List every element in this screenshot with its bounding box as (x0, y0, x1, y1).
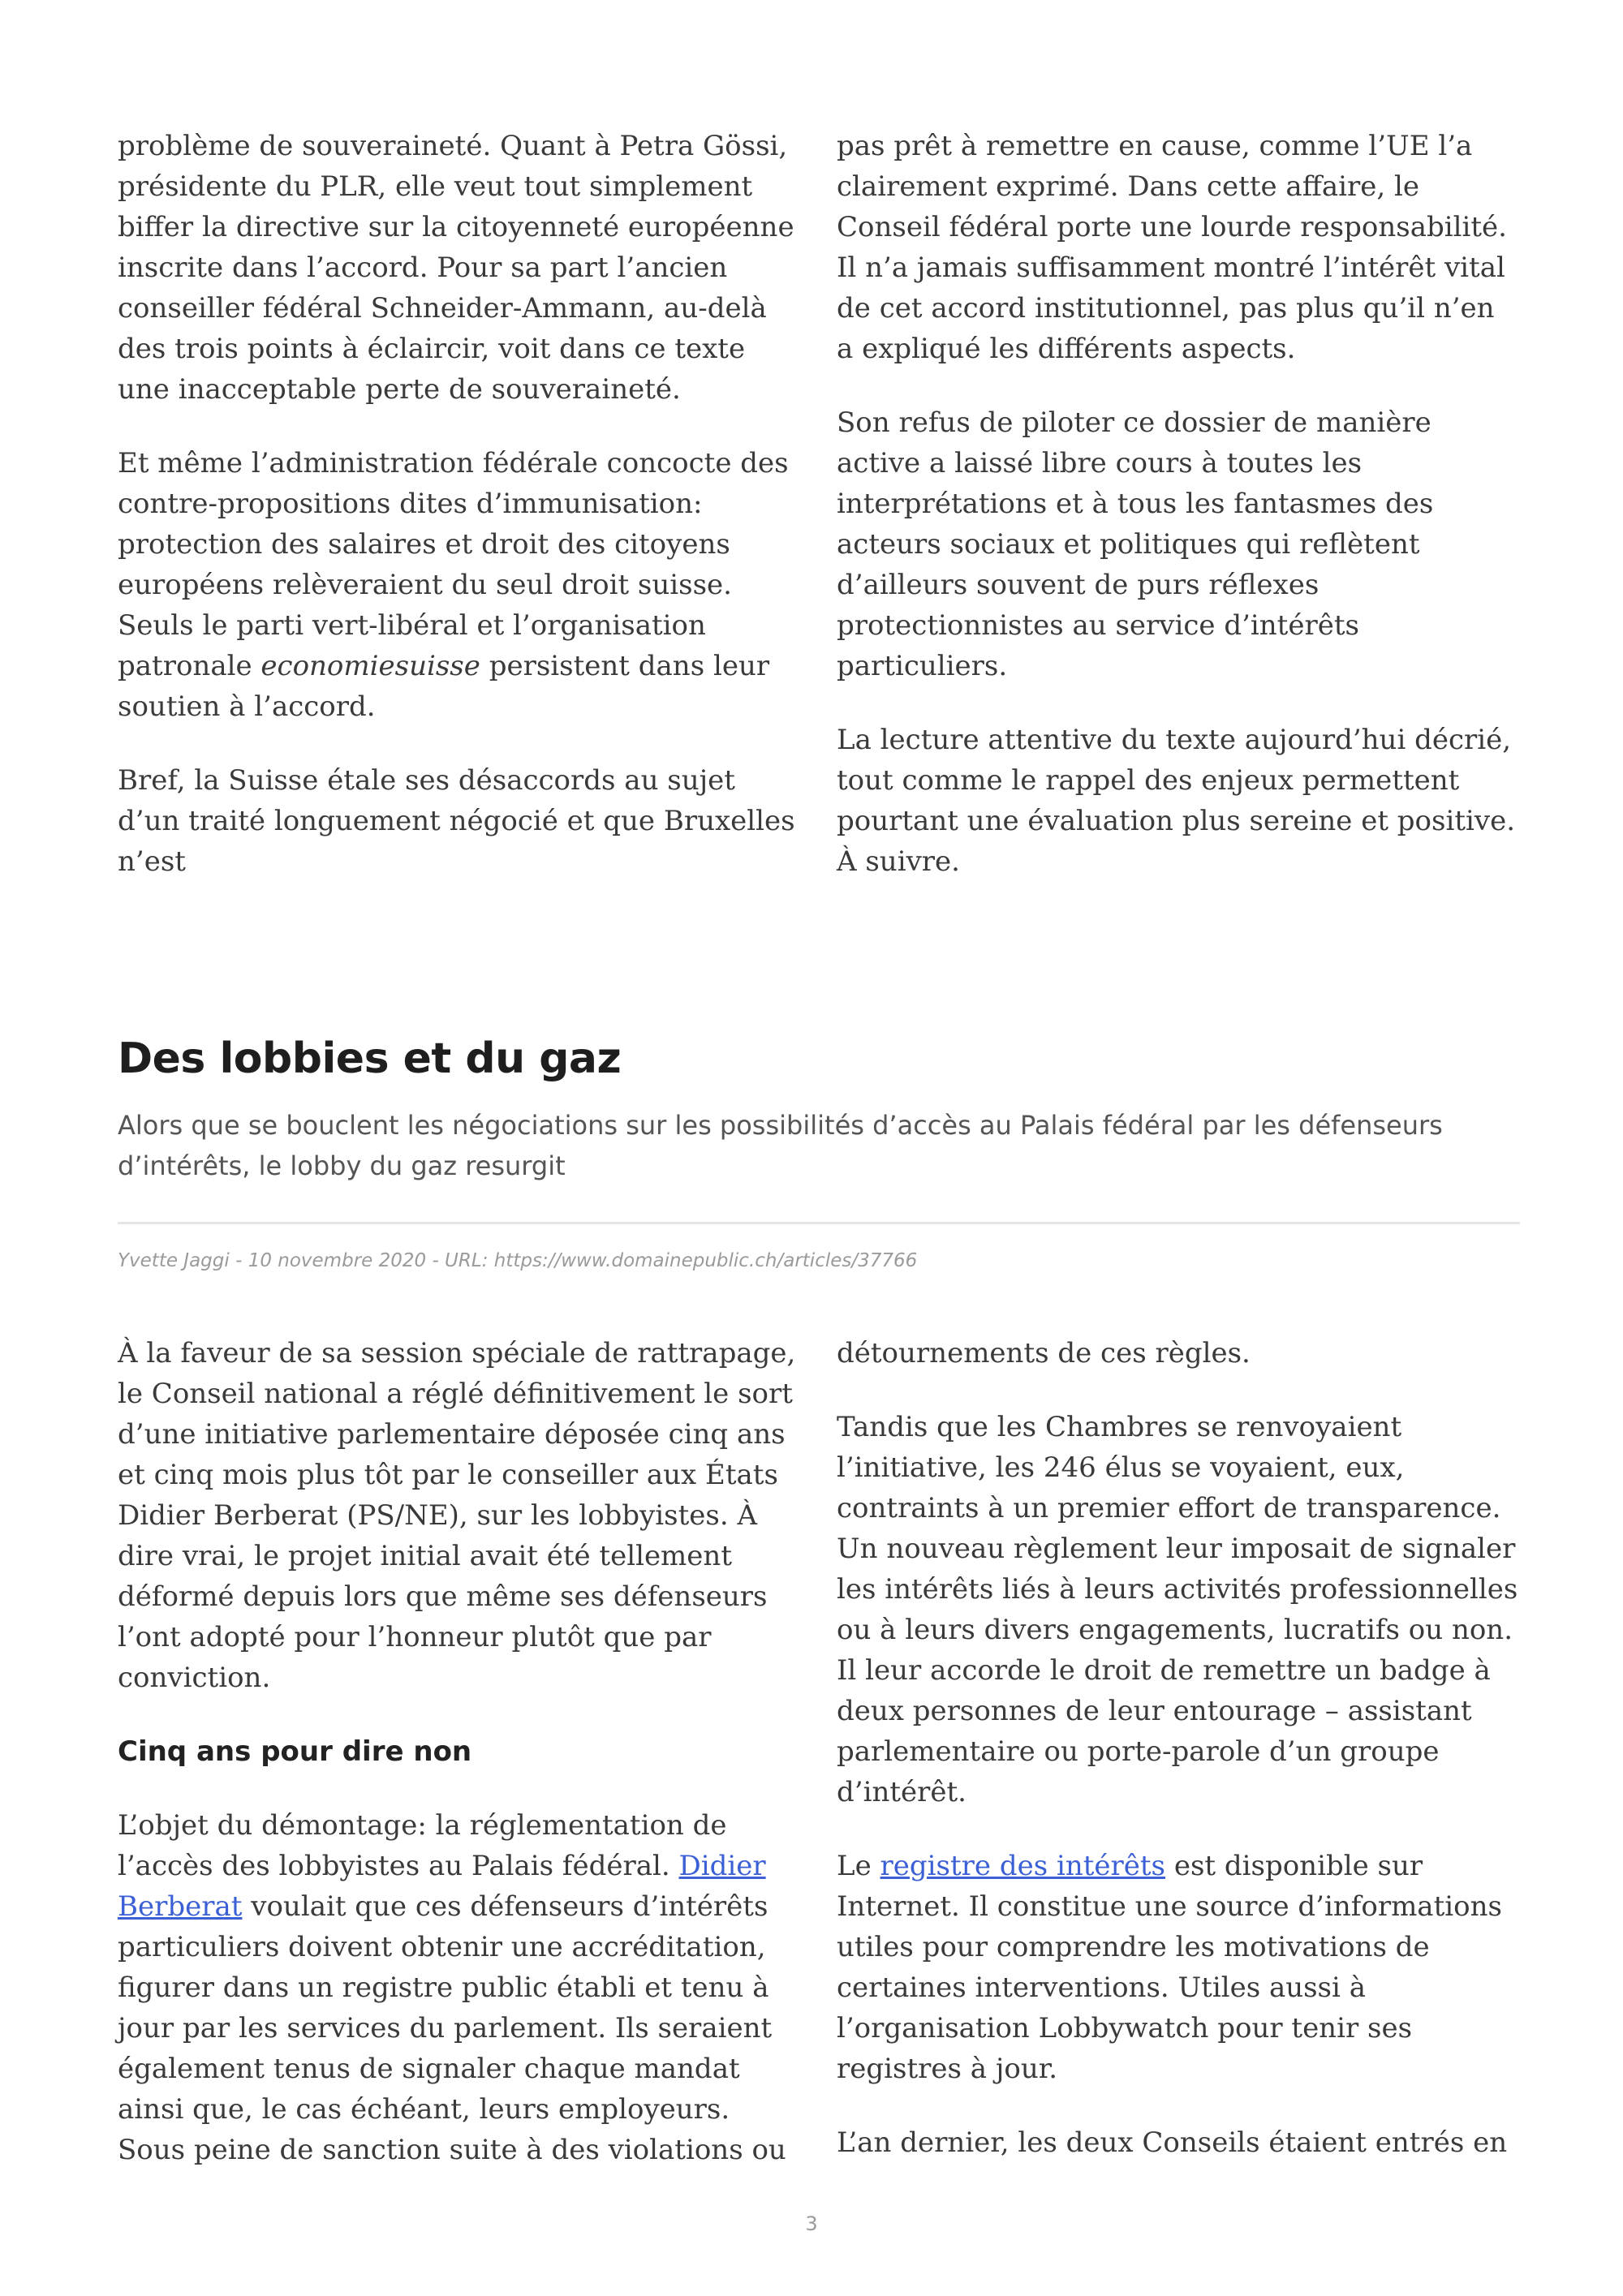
paragraph-text: persistent dans leur soutien à l’accord. (118, 650, 770, 723)
article-title: Des lobbies et du gaz (118, 1034, 622, 1083)
article-byline: Yvette Jaggi - 10 novembre 2020 - URL: https://www.domainepublic.ch/articles/37766 (118, 1250, 918, 1271)
paragraph: pas prêt à remettre en cause, comme l’UE l’a clairement exprimé. Dans cette affaire, le Conseil fédéral porte une lourde responsabilité. Il n’a jamais suffisamment montré l’intérêt vital de cet accord institutionnel, pas plus qu’il n’en a expliqué les différents aspects. (837, 130, 1507, 365)
paragraph: L’an dernier, les deux Conseils étaient entrés en (837, 2126, 1508, 2159)
paragraph: problème de souveraineté. Quant à Petra Gössi, présidente du PLR, elle veut tout simplement biffer la directive sur la citoyenneté européenne inscrite dans l’accord. Pour sa part l’ancien conseiller fédéral Schneider-Ammann, au-delà des trois points à éclaircir, voit dans ce texte une inacceptable perte de souveraineté. (118, 130, 794, 406)
section-heading: Cinq ans pour dire non (118, 1735, 472, 1768)
paragraph (118, 443, 799, 727)
article-subtitle: Alors que se bouclent les négociations sur les possibilités d’accès au Palais fédéral par les défenseurs d’intérêts, le lobby du gaz resurgit (118, 1110, 1443, 1181)
paragraph: La lecture attentive du texte aujourd’hui décrié, tout comme le rappel des enjeux permettent pourtant une évaluation plus sereine et positive. À suivre. (837, 724, 1516, 878)
emphasis-text: economiesuisse (260, 650, 480, 682)
previous-article-left-column (118, 126, 799, 882)
header-divider (118, 1222, 1520, 1224)
article-left-column (118, 1333, 799, 2170)
paragraph-text: voulait que ces défenseurs d’intérêts particuliers doivent obtenir une accréditation, figurer dans un registre public établi et tenu à jour par les services du parlement. Ils seraient également tenus de signaler chaque mandat ainsi que, le cas échéant, leurs employeurs. Sous peine de sanction suite à des violations ou (118, 1890, 786, 2166)
article-right-column (837, 1333, 1518, 2163)
paragraph (118, 1805, 799, 2170)
paragraph: détournements de ces règles. (837, 1337, 1251, 1369)
paragraph-text: Et même l’administration fédérale concocte des contre-propositions dites d’immunisation: protection des salaires et droit des citoyens européens relèveraient du seul droit suisse. Seuls le parti vert-libéral et l’organisation patronale (118, 447, 789, 682)
paragraph-text: L’objet du démontage: la réglementation de l’accès des lobbyistes au Palais fédéral. (118, 1809, 727, 1882)
paragraph (837, 1846, 1518, 2089)
link-didier-berberat[interactable]: Didier Berberat (118, 1850, 766, 1923)
paragraph: Tandis que les Chambres se renvoyaient l’initiative, les 246 élus se voyaient, eux, contraints à un premier effort de transparence. Un nouveau règlement leur imposait de signaler les intérêts liés à leurs activités professionnelles ou à leurs divers engagements, lucratifs ou non. Il leur accorde le droit de remettre un badge à deux personnes de leur entourage – assistant parlementaire ou porte-parole d’un groupe d’intérêt. (837, 1411, 1518, 1808)
paragraph: Bref, la Suisse étale ses désaccords au sujet d’un traité longuement négocié et que Bruxelles n’est (118, 764, 795, 878)
link-registre-des-interets[interactable]: registre des intérêts (880, 1850, 1166, 1882)
previous-article-right-column (837, 126, 1518, 882)
paragraph-text: Le (837, 1850, 880, 1882)
paragraph: Son refus de piloter ce dossier de manière active a laissé libre cours à toutes les interprétations et à tous les fantasmes des acteurs sociaux et politiques qui reflètent d’ailleurs souvent de purs réflexes protectionnistes au service d’intérêts particuliers. (837, 406, 1434, 682)
page-number: 3 (805, 2212, 818, 2235)
paragraph: À la faveur de sa session spéciale de rattrapage, le Conseil national a réglé définitivement le sort d’une initiative parlementaire déposée cinq ans et cinq mois plus tôt par le conseiller aux États Didier Berberat (PS/NE), sur les lobbyistes. À dire vrai, le projet initial avait été tellement déformé depuis lors que même ses défenseurs l’ont adopté pour l’honneur plutôt que par conviction. (118, 1337, 796, 1694)
paragraph-text: est disponible sur Internet. Il constitue une source d’informations utiles pour comprendre les motivations de certaines interventions. Utiles aussi à l’organisation Lobbywatch pour tenir ses registres à jour. (837, 1850, 1502, 2085)
